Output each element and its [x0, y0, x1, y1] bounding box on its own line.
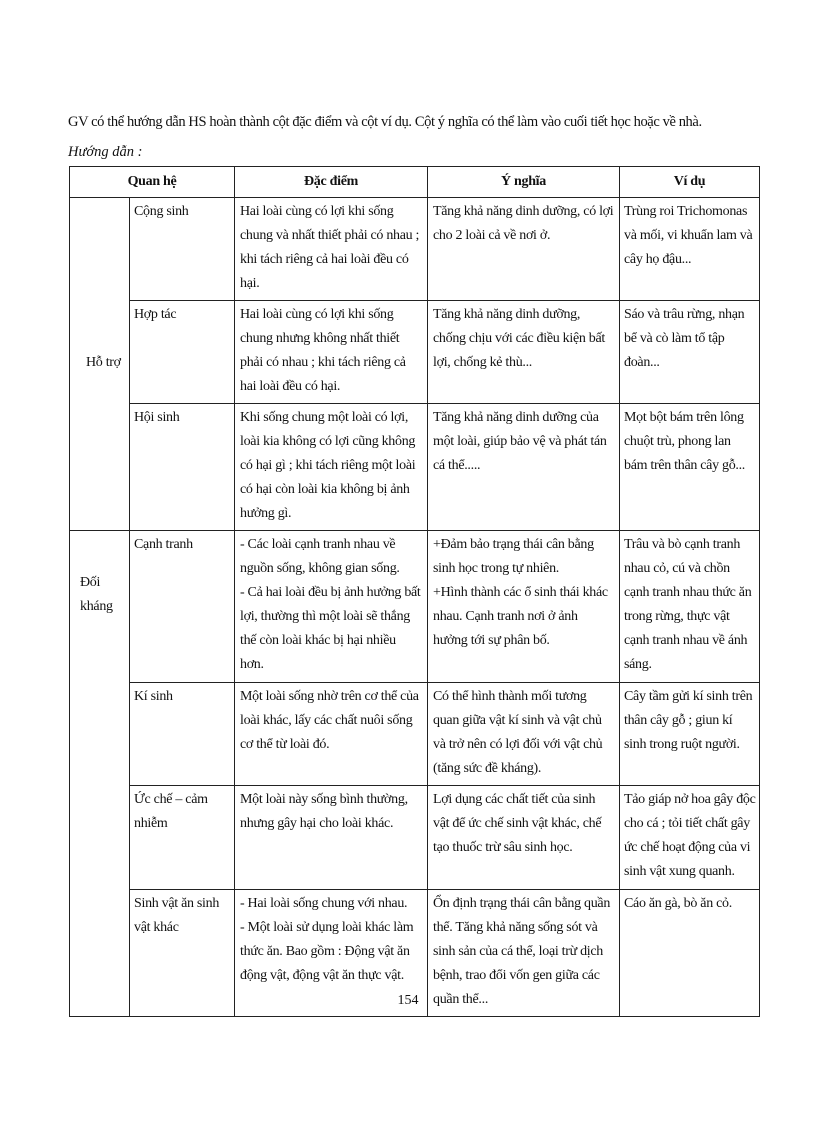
relationships-table [69, 166, 760, 1017]
examples-cell: Cây tầm gửi kí sinh trên thân cây gỗ ; giun kí sinh trong ruột người. [620, 683, 760, 786]
examples-cell: Trâu và bò cạnh tranh nhau cỏ, cú và chồn cạnh tranh nhau thức ăn trong rừng, thực vật cạnh tranh nhau về ánh sáng. [620, 531, 760, 683]
guide-label: Hướng dẫn : [68, 144, 143, 160]
examples-cell: Cáo ăn gà, bò ăn cỏ. [620, 890, 760, 1017]
table-row [70, 531, 760, 683]
relationship-cell: Ức chế – cảm nhiễm [130, 786, 235, 890]
characteristics-cell: Một loài này sống bình thường, nhưng gây hại cho loài khác. [235, 786, 428, 890]
significance-cell: Tăng khả năng dinh dưỡng, có lợi cho 2 loài cả về nơi ở. [428, 198, 620, 301]
intro-text: GV có thể hướng dẫn HS hoàn thành cột đặc điểm và cột ví dụ. Cột ý nghĩa có thể làm vào cuối tiết học hoặc về nhà. [68, 114, 702, 130]
group-antagonism-label: Đối kháng [80, 575, 113, 614]
significance-cell: Tăng khả năng dinh dưỡng của một loài, giúp bảo vệ và phát tán cá thể..... [428, 404, 620, 531]
characteristics-line: - Một loài sử dụng loài khác làm thức ăn. Bao gồm : Động vật ăn động vật, động vật ăn thực vật. [240, 920, 414, 983]
relationship-cell: Hội sinh [130, 404, 235, 531]
significance-line: +Đảm bảo trạng thái cân bằng sinh học trong tự nhiên. [433, 537, 594, 576]
significance-cell: Lợi dụng các chất tiết của sinh vật để ức chế sinh vật khác, chế tạo thuốc trừ sâu sinh học. [428, 786, 620, 890]
relationship-cell: Sinh vật ăn sinh vật khác [130, 890, 235, 1017]
table-row [70, 198, 760, 301]
table-row [70, 683, 760, 786]
relationship-cell: Cạnh tranh [130, 531, 235, 683]
characteristics-cell: Khi sống chung một loài có lợi, loài kia không có lợi cũng không có hại gì ; khi tách riêng một loài có hại còn loài kia không bị ảnh hưởng gì. [235, 404, 428, 531]
table-header-row [70, 167, 760, 198]
examples-cell: Mọt bột bám trên lông chuột trù, phong lan bám trên thân cây gỗ... [620, 404, 760, 531]
characteristics-line: - Các loài cạnh tranh nhau về nguồn sống, không gian sống. [240, 537, 400, 576]
characteristics-cell [235, 531, 428, 683]
header-relationship: Quan hệ [70, 167, 235, 198]
characteristics-cell: Hai loài cùng có lợi khi sống chung và nhất thiết phải có nhau ; khi tách riêng cả hai loài đều có hại. [235, 198, 428, 301]
significance-line: +Hình thành các ổ sinh thái khác nhau. Cạnh tranh nơi ở ảnh hưởng tới sự phân bố. [433, 585, 608, 648]
header-significance: Ý nghĩa [428, 167, 620, 198]
header-examples: Ví dụ [620, 167, 760, 198]
header-characteristics: Đặc điểm [235, 167, 428, 198]
table-row [70, 301, 760, 404]
examples-cell: Trùng roi Trichomonas và mối, vi khuẩn lam và cây họ đậu... [620, 198, 760, 301]
table-row [70, 404, 760, 531]
relationship-cell: Hợp tác [130, 301, 235, 404]
group-antagonism [70, 531, 130, 1017]
table-row [70, 786, 760, 890]
group-support: Hỗ trợ [70, 198, 130, 531]
characteristics-cell: Hai loài cùng có lợi khi sống chung nhưng không nhất thiết phải có nhau ; khi tách riêng cả hai loài đều có hại. [235, 301, 428, 404]
characteristics-line: - Cả hai loài đều bị ảnh hưởng bất lợi, thường thì một loài sẽ thắng thế còn loài khác bị hại nhiều hơn. [240, 585, 421, 672]
characteristics-cell: Một loài sống nhờ trên cơ thể của loài khác, lấy các chất nuôi sống cơ thể từ loài đó. [235, 683, 428, 786]
significance-cell: Ổn định trạng thái cân bằng quần thể. Tăng khả năng sống sót và sinh sản của cá thể, loại trừ dịch bệnh, trao đổi vốn gen giữa các quần thể... [428, 890, 620, 1017]
examples-cell: Sáo và trâu rừng, nhạn bể và cò làm tổ tập đoàn... [620, 301, 760, 404]
significance-cell: Tăng khả năng dinh dưỡng, chống chịu với các điều kiện bất lợi, chống kẻ thù... [428, 301, 620, 404]
examples-cell: Tảo giáp nở hoa gây độc cho cá ; tỏi tiết chất gây ức chế hoạt động của vi sinh vật xung quanh. [620, 786, 760, 890]
characteristics-line: - Hai loài sống chung với nhau. [240, 896, 408, 911]
significance-cell [428, 531, 620, 683]
relationship-cell: Cộng sinh [130, 198, 235, 301]
page-number: 154 [397, 993, 419, 1008]
relationship-cell: Kí sinh [130, 683, 235, 786]
significance-cell: Có thể hình thành mối tương quan giữa vật kí sinh và vật chủ và trở nên có lợi đối với vật chủ (tăng sức đề kháng). [428, 683, 620, 786]
